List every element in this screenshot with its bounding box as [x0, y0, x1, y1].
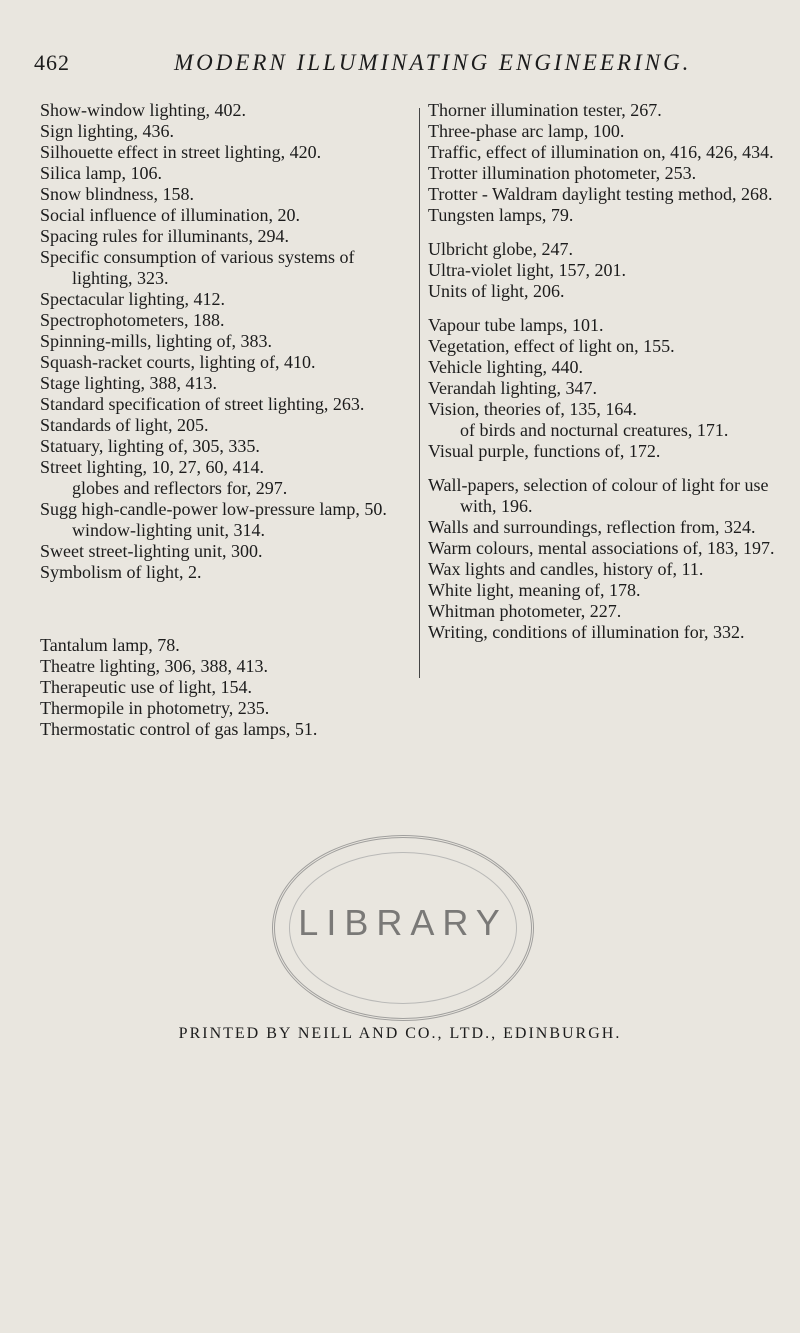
- index-entry: Ultra-violet light, 157, 201.: [428, 260, 626, 280]
- running-title: MODERN ILLUMINATING ENGINEERING.: [174, 50, 692, 75]
- index-entry: Vehicle lighting, 440.: [428, 357, 583, 377]
- index-entry: Walls and surroundings, reflection from, 324.: [428, 517, 756, 537]
- index-entry: Therapeutic use of light, 154.: [40, 677, 252, 697]
- column-divider: [419, 108, 420, 678]
- index-entry: Thermostatic control of gas lamps, 51.: [40, 719, 318, 739]
- index-entry: Tungsten lamps, 79.: [428, 205, 574, 225]
- index-entry: Spacing rules for illuminants, 294.: [40, 226, 289, 246]
- index-entry: Snow blindness, 158.: [40, 184, 195, 204]
- index-entry: Theatre lighting, 306, 388, 413.: [40, 656, 268, 676]
- index-entry: Traffic, effect of illumination on, 416, 426, 434.: [428, 142, 774, 162]
- index-entry: Three-phase arc lamp, 100.: [428, 121, 625, 141]
- index-entry: Stage lighting, 388, 413.: [40, 373, 217, 393]
- index-entry: Vision, theories of, 135, 164.: [428, 399, 637, 419]
- index-entry: Vapour tube lamps, 101.: [428, 315, 604, 335]
- index-entry: Trotter - Waldram daylight testing method, 268.: [428, 184, 773, 204]
- index-entry: Standards of light, 205.: [40, 415, 209, 435]
- index-entry: Writing, conditions of illumination for, 332.: [428, 622, 745, 642]
- index-entry: Spectrophotometers, 188.: [40, 310, 225, 330]
- index-entry: Trotter illumination photometer, 253.: [428, 163, 697, 183]
- index-entry: Sweet street-lighting unit, 300.: [40, 541, 263, 561]
- index-entry: Social influence of illumination, 20.: [40, 205, 300, 225]
- index-entry: Spinning-mills, lighting of, 383.: [40, 331, 273, 351]
- section-gap: [428, 462, 790, 475]
- index-entry: Vegetation, effect of light on, 155.: [428, 336, 675, 356]
- section-gap: [428, 302, 790, 315]
- index-entry: Whitman photometer, 227.: [428, 601, 622, 621]
- index-subentry: window-lighting unit, 314.: [72, 520, 265, 540]
- index-entry: Wax lights and candles, history of, 11.: [428, 559, 704, 579]
- index-entry: Visual purple, functions of, 172.: [428, 441, 661, 461]
- index-entry: Thorner illumination tester, 267.: [428, 100, 662, 120]
- printer-imprint: PRINTED BY NEILL AND CO., LTD., EDINBURGH.: [178, 1025, 622, 1042]
- index-entry: Verandah lighting, 347.: [428, 378, 597, 398]
- index-entry: Thermopile in photometry, 235.: [40, 698, 270, 718]
- index-entry: Sugg high-candle-power low-pressure lamp, 50.: [40, 499, 387, 519]
- library-stamp: [272, 835, 534, 1021]
- index-entry: Ulbricht globe, 247.: [428, 239, 573, 259]
- index-subentry: globes and reflectors for, 297.: [72, 478, 288, 498]
- index-entry: Tantalum lamp, 78.: [40, 635, 180, 655]
- index-entry: Sign lighting, 436.: [40, 121, 175, 141]
- index-entry: Street lighting, 10, 27, 60, 414.: [40, 457, 264, 477]
- index-entry: Symbolism of light, 2.: [40, 562, 202, 582]
- index-column-left: [40, 100, 414, 740]
- index-entry: Spectacular lighting, 412.: [40, 289, 225, 309]
- section-gap: [40, 583, 414, 635]
- index-entry: Standard specification of street lighting, 263.: [40, 394, 365, 414]
- page-header: [34, 50, 770, 80]
- index-entry: Warm colours, mental associations of, 183, 197.: [428, 538, 775, 558]
- page-number: 462: [34, 50, 70, 75]
- section-gap: [428, 226, 790, 239]
- stamp-text: LIBRARY: [298, 902, 508, 943]
- index-entry: Wall-papers, selection of colour of light for use with, 196.: [428, 475, 769, 516]
- index-entry: Show-window lighting, 402.: [40, 100, 247, 120]
- index-entry: Specific consumption of various systems of lighting, 323.: [40, 247, 355, 288]
- index-entry: Silica lamp, 106.: [40, 163, 162, 183]
- index-entry: Statuary, lighting of, 305, 335.: [40, 436, 260, 456]
- index-entry: Squash-racket courts, lighting of, 410.: [40, 352, 316, 372]
- index-entry: White light, meaning of, 178.: [428, 580, 641, 600]
- index-entry: Units of light, 206.: [428, 281, 565, 301]
- index-subentry: of birds and nocturnal creatures, 171.: [460, 420, 729, 440]
- index-column-right: [428, 100, 790, 643]
- index-entry: Silhouette effect in street lighting, 420.: [40, 142, 322, 162]
